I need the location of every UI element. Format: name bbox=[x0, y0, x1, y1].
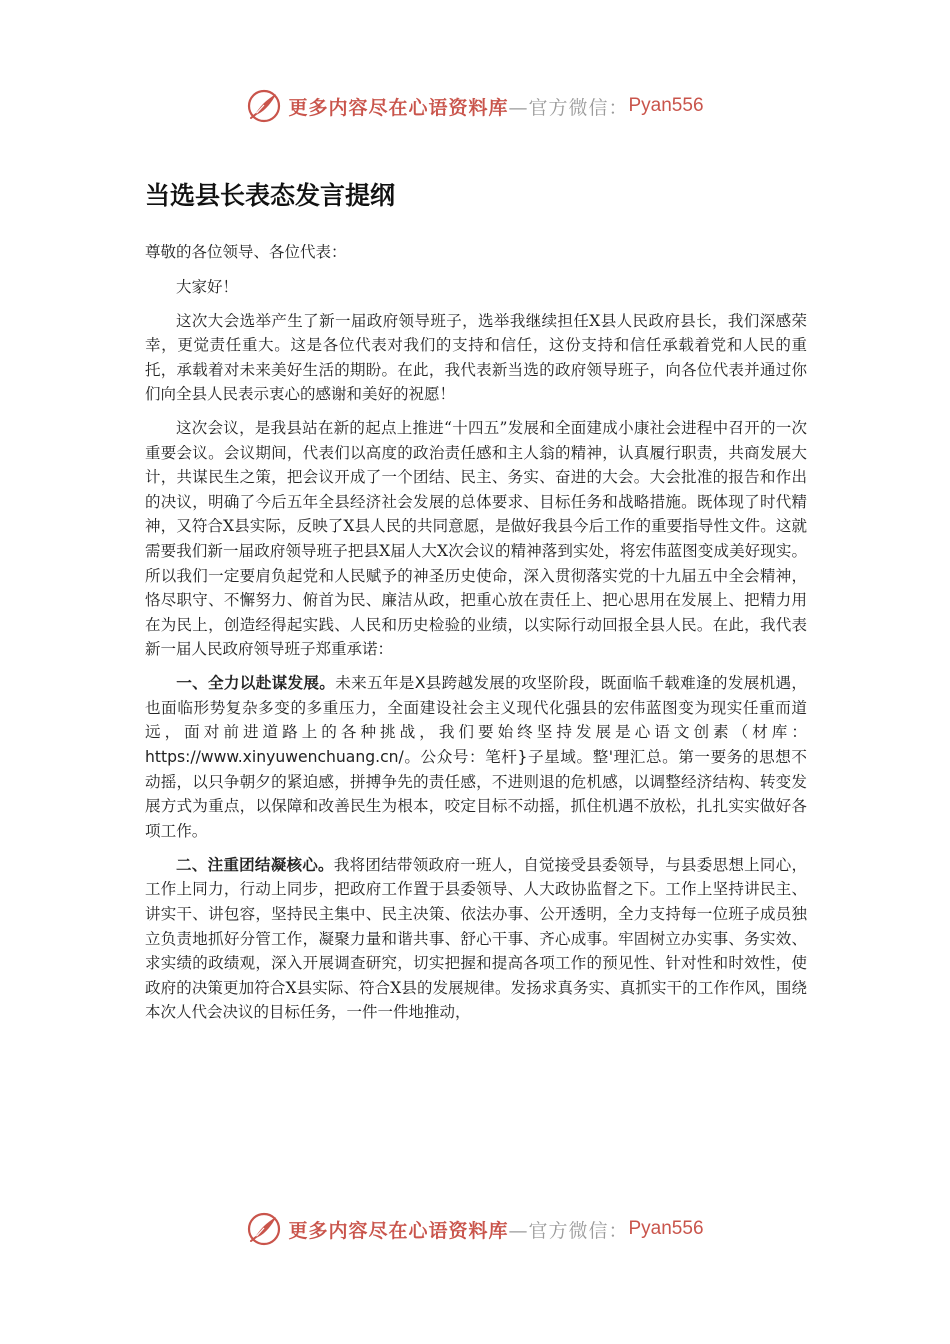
paragraph-2: 这次会议，是我县站在新的起点上推进“十四五”发展和全面建成小康社会进程中召开的一次重要会议。会议期间，代表们以高度的政治责任感和主人翁的精神，认真履行职责，共商发展大计，共谋民生之策，把会议开成了一个团结、民主、务实、奋进的大会。大会批准的报告和作出的决议，明确了今后五年全县经济社会发展的总体要求、目标任务和战略措施。既体现了时代精神，又符合X县实际，反映了X县人民的共同意愿，是做好我县今后工作的重要指导性文件。这就需要我们新一届政府领导班子把县X届人大X次会议的精神落到实处，将宏伟蓝图变成美好现实。所以我们一定要肩负起党和人民赋予的神圣历史使命，深入贯彻落实党的十九届五中全会精神，恪尽职守、不懈努力、俯首为民、廉洁从政，把重心放在责任上、把心思用在发展上、把精力用在为民上，创造经得起实践、人民和历史检验的业绩，以实际行动回报全县人民。在此，我代表新一届人民政府领导班子郑重承诺： bbox=[145, 418, 807, 659]
header-banner bbox=[0, 86, 950, 126]
footer-wechat-id: Pyan556 bbox=[628, 1218, 704, 1239]
section-2 bbox=[145, 853, 807, 1025]
greeting: 大家好！ bbox=[176, 278, 239, 296]
header-separator-text: —官方微信： bbox=[508, 96, 629, 119]
section-2-lead: 二、注重团结凝核心。 bbox=[176, 855, 334, 874]
section-1-lead: 一、全力以赴谋发展。 bbox=[176, 673, 336, 692]
document-title: 当选县长表态发言提纲 bbox=[145, 181, 396, 210]
header-wechat-id: Pyan556 bbox=[628, 95, 704, 116]
paragraph-1: 这次大会选举产生了新一届政府领导班子，选举我继续担任X县人民政府县长，我们深感荣幸，更觉责任重大。这是各位代表对我们的支持和信任，这份支持和信任承载着党和人民的重托，承载着对未来美好生活的期盼。在此，我代表新当选的政府领导班子，向各位代表并通过你们向全县人民表示衷心的感谢和美好的祝愿！ bbox=[145, 311, 807, 404]
header-brand-text: 更多内容尽在心语资料库 bbox=[288, 96, 509, 119]
feather-pen-logo-icon bbox=[246, 1211, 282, 1247]
feather-pen-logo-icon bbox=[246, 88, 282, 124]
document-body bbox=[145, 176, 807, 1034]
section-1-body: 未来五年是X县跨越发展的攻坚阶段，既面临千载难逢的发展机遇，也面临形势复杂多变的多重压力，全面建设社会主义现代化强县的宏伟蓝图变为现实任重而道远，面对前进道路上的各种挑战，我们要始终坚持发展是心语文创素（材库：https://www.xinyuwenchuang.cn/。公众号：笔杆}子星域。整'理汇总。第一要务的思想不动摇，以只争朝夕的紧迫感，拼搏争先的责任感，不进则退的危机感，以调整经济结构、转变发展方式为重点，以保障和改善民生为根本，咬定目标不动摇，抓住机遇不放松，扎扎实实做好各项工作。 bbox=[145, 673, 807, 841]
section-1 bbox=[145, 671, 807, 844]
footer-brand-text: 更多内容尽在心语资料库 bbox=[288, 1219, 509, 1242]
footer-banner bbox=[0, 1209, 950, 1249]
footer-separator-text: —官方微信： bbox=[508, 1219, 629, 1242]
section-2-body: 我将团结带领政府一班人，自觉接受县委领导，与县委思想上同心，工作上同力，行动上同步，把政府工作置于县委领导、人大政协监督之下。工作上坚持讲民主、讲实干、讲包容，坚持民主集中、民主决策、依法办事、公开透明，全力支持每一位班子成员独立负责地抓好分管工作，凝聚力量和谐共事、舒心干事、齐心成事。牢固树立办实事、务实效、求实绩的政绩观，深入开展调查研究，切实把握和提高各项工作的预见性、针对性和时效性，使政府的决策更加符合X县实际、符合X县的发展规律。发扬求真务实、真抓实干的工作作风，围绕本次人代会决议的目标任务，一件一件地推动， bbox=[145, 855, 807, 1022]
salutation: 尊敬的各位领导、各位代表： bbox=[145, 243, 347, 261]
